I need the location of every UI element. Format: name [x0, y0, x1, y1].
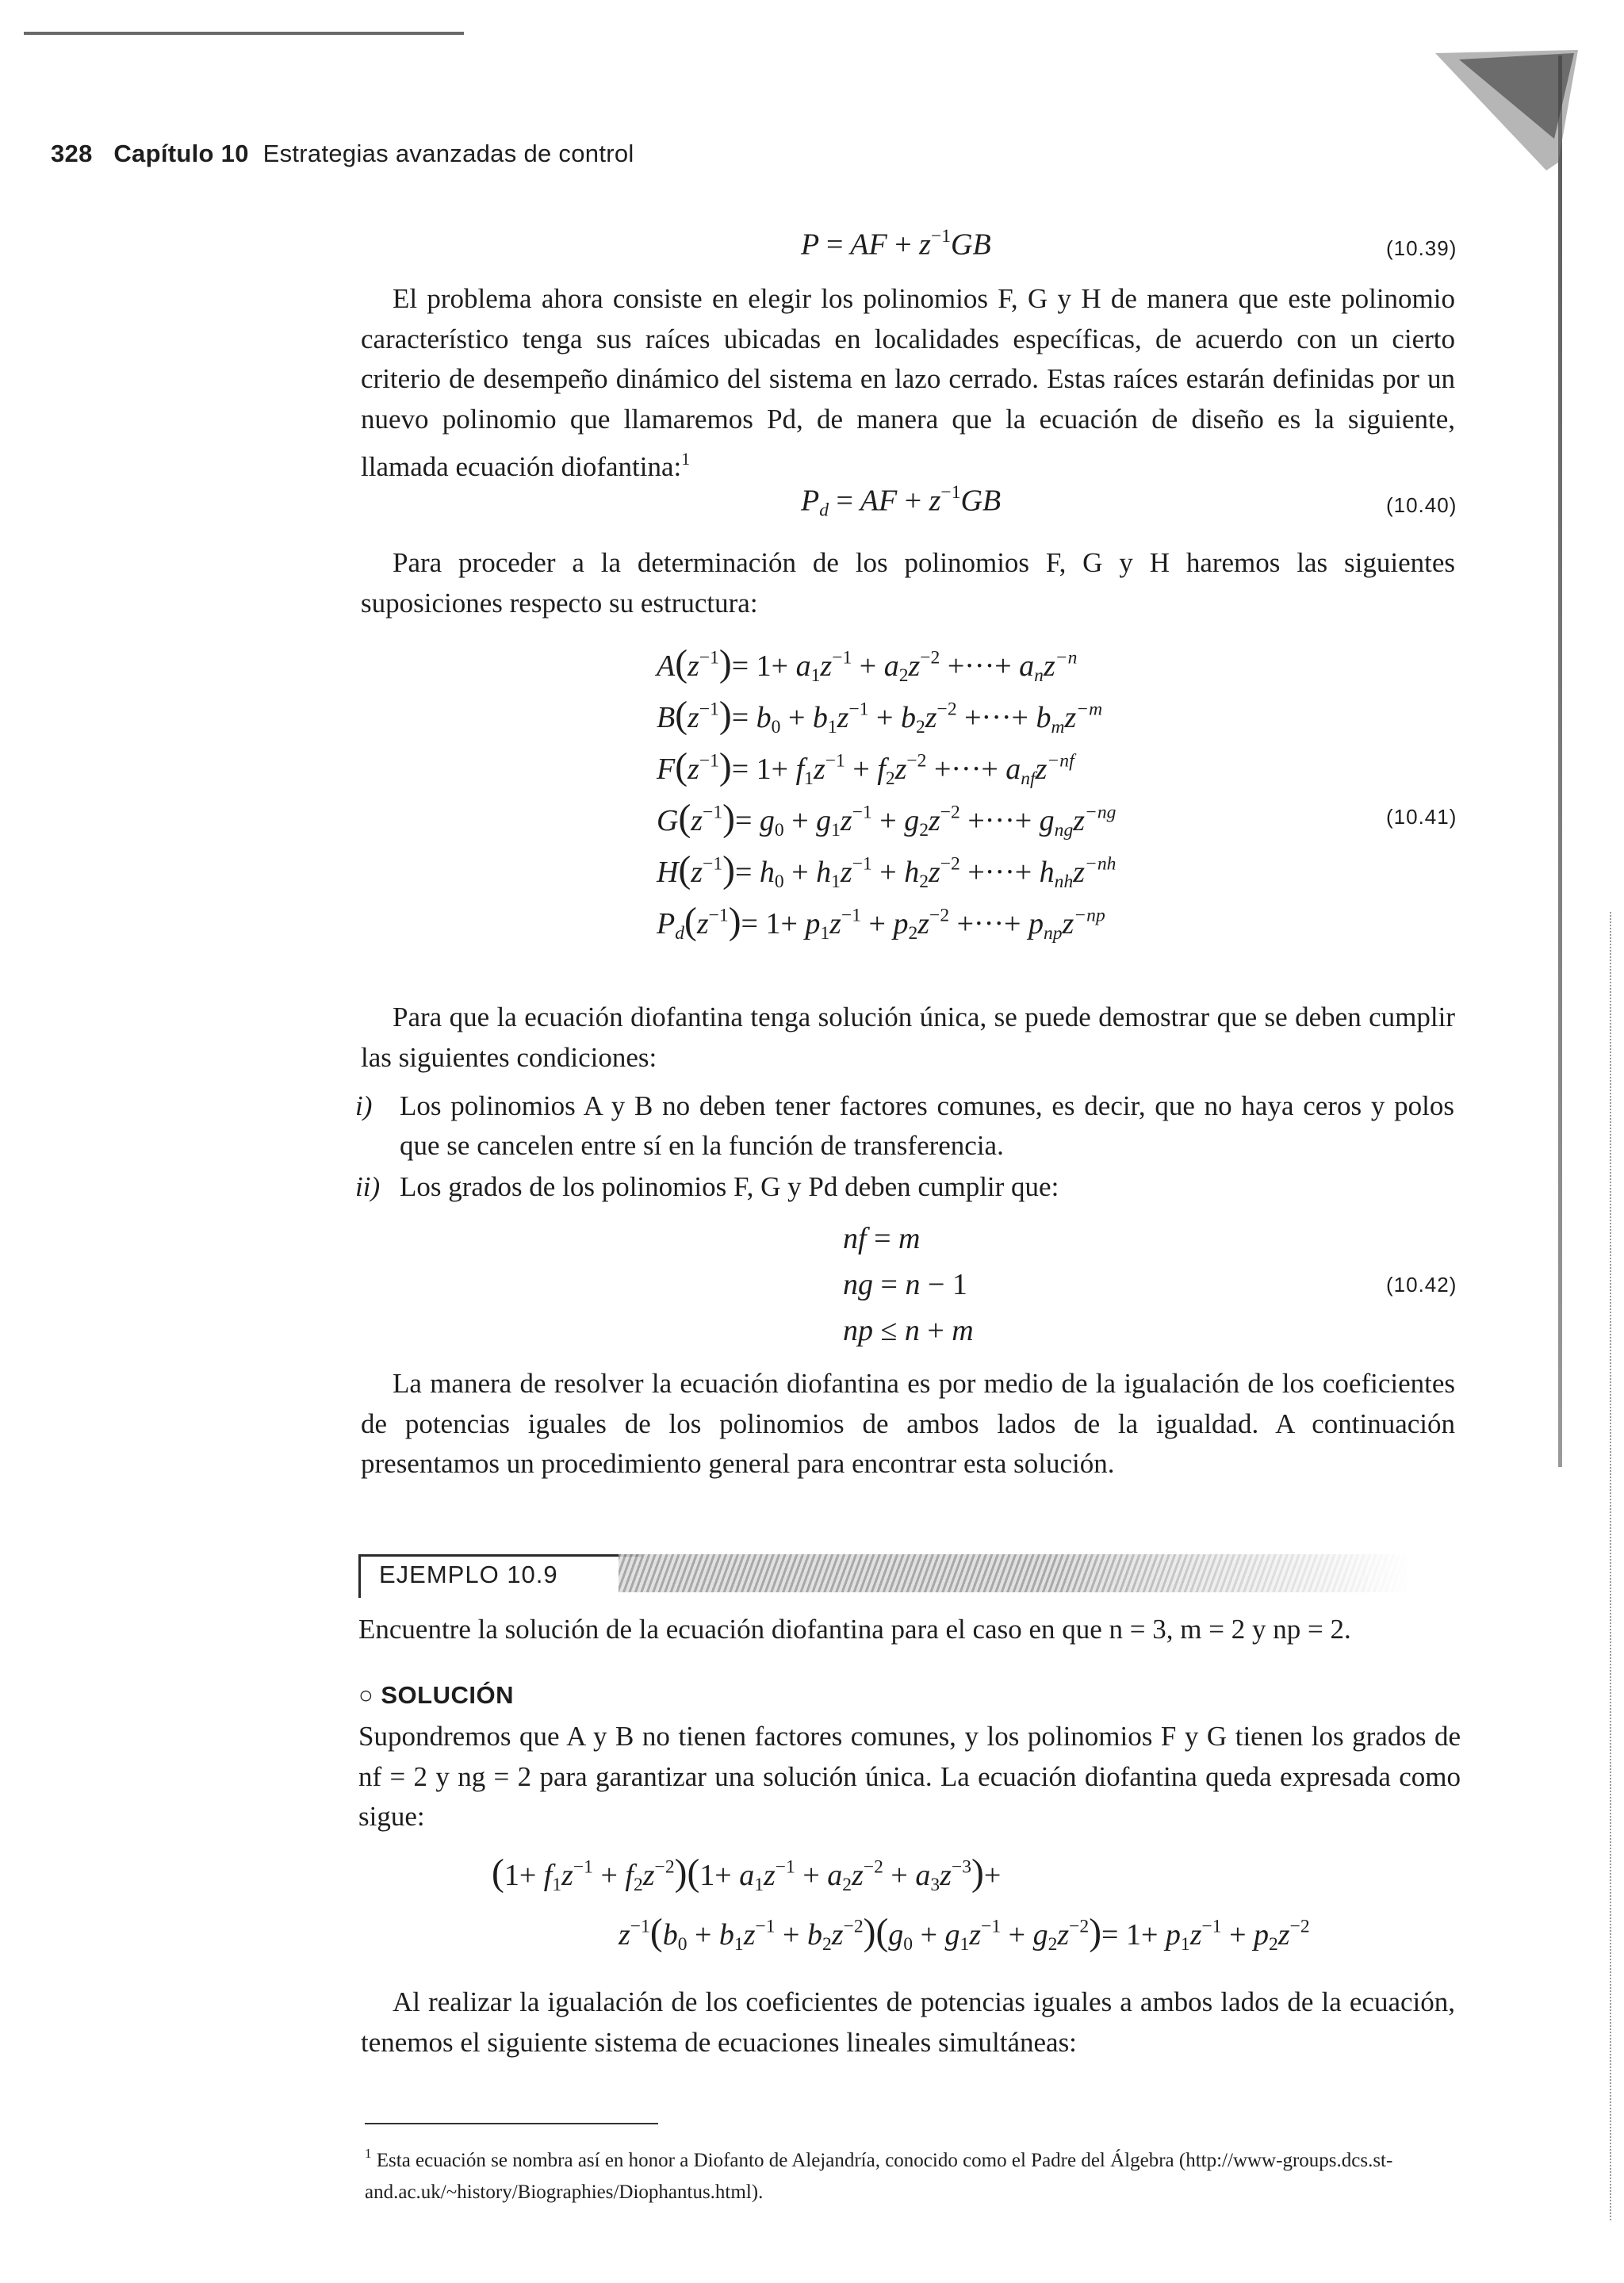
equation-10-39: P = AF + $z^{-1}GB$ — [801, 226, 991, 262]
degree-nf: nf = m — [843, 1222, 921, 1255]
condition-item-2 — [355, 1167, 1457, 1207]
diophantine-expanded-line-2: $z^{-1}(b_0 + b_1z^{-1} + b_2z^{-2})(g_0 + g_1z^{-1} + g_2z^{-2})= 1+ p_1z^{-1} + p_2z^{-2}$ — [619, 1912, 1310, 1955]
footnote — [365, 2138, 1459, 2208]
list-marker: i) — [355, 1090, 373, 1121]
footnote-mark: 1 — [365, 2146, 372, 2161]
page-corner-shadow — [1427, 44, 1586, 178]
degree-np: np ≤ n + m — [843, 1314, 974, 1347]
equation-number-10-41: (10.41) — [1386, 805, 1457, 829]
polynomial-pd: $P_d(z^{-1})= 1+ p_1z^{-1} + p_2z^{-2}$ +···+ $p_{np}z^{-np}$ — [657, 901, 1105, 944]
running-head — [51, 140, 634, 168]
paragraph-method: La manera de resolver la ecuación diofantina es por medio de la igualación de los coeficientes de potencias iguales de los polinomios de ambos lados de la igualdad. A continuación presentamos un procedimiento general para encontrar esta solución. — [361, 1368, 1455, 1479]
paragraph-conditions: Para que la ecuación diofantina tenga solución única, se puede demostrar que se deben cumplir las siguientes condiciones: — [361, 1002, 1455, 1073]
scan-edge-dots — [1610, 912, 1613, 2220]
footnote-marker: 1 — [681, 450, 691, 469]
diophantine-expanded-line-1: $(1+ f_1z^{-1} + f_2z^{-2})(1+ a_1z^{-1} + a_2z^{-2} + a_3z^{-3})+$ — [492, 1852, 1002, 1896]
solution-text: Supondremos que A y B no tienen factores comunes, y los polinomios F y G tienen los grados de nf = 2 y ng = 2 para garantizar una solución única. La ecuación diofantina queda expresada como sigue: — [358, 1721, 1461, 1832]
page-number: 328 — [51, 140, 93, 167]
paragraph-design-problem: El problema ahora consiste en elegir los polinomios F, G y H de manera que este polinomio característico tenga sus raíces ubicadas en localidades específicas, de acuerdo con un cierto criterio de desempeño dinámico del sistema en lazo cerrado. Estas raíces estarán definidas por un nuevo polinomio que llamaremos Pd, de manera que la ecuación de diseño es la siguiente, llamada ecuación diofantina:$^1$ — [361, 283, 1455, 483]
list-text: Los polinomios A y B no deben tener factores comunes, es decir, que no haya ceros y polos que se cancelen entre sí en la función de transferencia. — [400, 1090, 1454, 1161]
polynomial-b: $B(z^{-1})= b_0 + b_1z^{-1} + b_2z^{-2}$ +···+ $b_mz^{-m}$ — [657, 695, 1103, 738]
example-label: EJEMPLO 10.9 — [379, 1561, 558, 1588]
polynomial-f: $F(z^{-1})= 1+ f_1z^{-1} + f_2z^{-2}$ +···+ $a_{nf}z^{-nf}$ — [657, 746, 1074, 790]
solution-heading: ○ SOLUCIÓN — [358, 1681, 514, 1709]
paragraph-assumptions: Para proceder a la determinación de los polinomios F, G y H haremos las siguientes suposiciones respecto su estructura: — [361, 547, 1455, 619]
polynomial-a: $A(z^{-1})= 1+ a_1z^{-1} + a_2z^{-2}$ +···+ $a_nz^{-n}$ — [657, 643, 1078, 687]
example-banner-texture — [619, 1554, 1411, 1592]
equation-10-40: $P_d$ = AF + $z^{-1}GB$ — [801, 482, 1002, 521]
equation-number-10-39: (10.39) — [1386, 236, 1457, 260]
closing-text: Al realizar la igualación de los coeficientes de potencias iguales a ambos lados de la ecuación, tenemos el siguiente sistema de ecuaciones lineales simultáneas: — [361, 1986, 1455, 2058]
chapter-label: Capítulo 10 — [113, 140, 249, 167]
chapter-title: Estrategias avanzadas de control — [262, 140, 634, 167]
list-marker: ii) — [355, 1171, 381, 1202]
condition-item-1 — [355, 1086, 1457, 1166]
footnote-rule — [365, 2123, 658, 2124]
bullet-circle-icon: ○ — [358, 1681, 374, 1709]
degree-ng: ng = n − 1 — [843, 1268, 967, 1301]
equation-number-10-42: (10.42) — [1386, 1273, 1457, 1297]
list-text: Los grados de los polinomios F, G y Pd deben cumplir que: — [400, 1171, 1059, 1202]
polynomial-h: $H(z^{-1})= h_0 + h_1z^{-1} + h_2z^{-2}$ +···+ $h_{nh}z^{-nh}$ — [657, 849, 1116, 893]
footnote-text: Esta ecuación se nombra así en honor a Diofanto de Alejandría, conocido como el Padre del Álgebra (http://www-groups.dcs.st-and.ac.uk/~history/Biographies/Diophantus.html). — [365, 2150, 1393, 2204]
top-rule — [24, 32, 464, 35]
equation-number-10-40: (10.40) — [1386, 493, 1457, 517]
polynomial-g: $G(z^{-1})= g_0 + g_1z^{-1} + g_2z^{-2}$ +···+ $g_{ng}z^{-ng}$ — [657, 798, 1116, 841]
scan-edge-shadow — [1558, 56, 1562, 1467]
example-statement: Encuentre la solución de la ecuación diofantina para el caso en que n = 3, m = 2 y np = 2. — [358, 1614, 1351, 1645]
